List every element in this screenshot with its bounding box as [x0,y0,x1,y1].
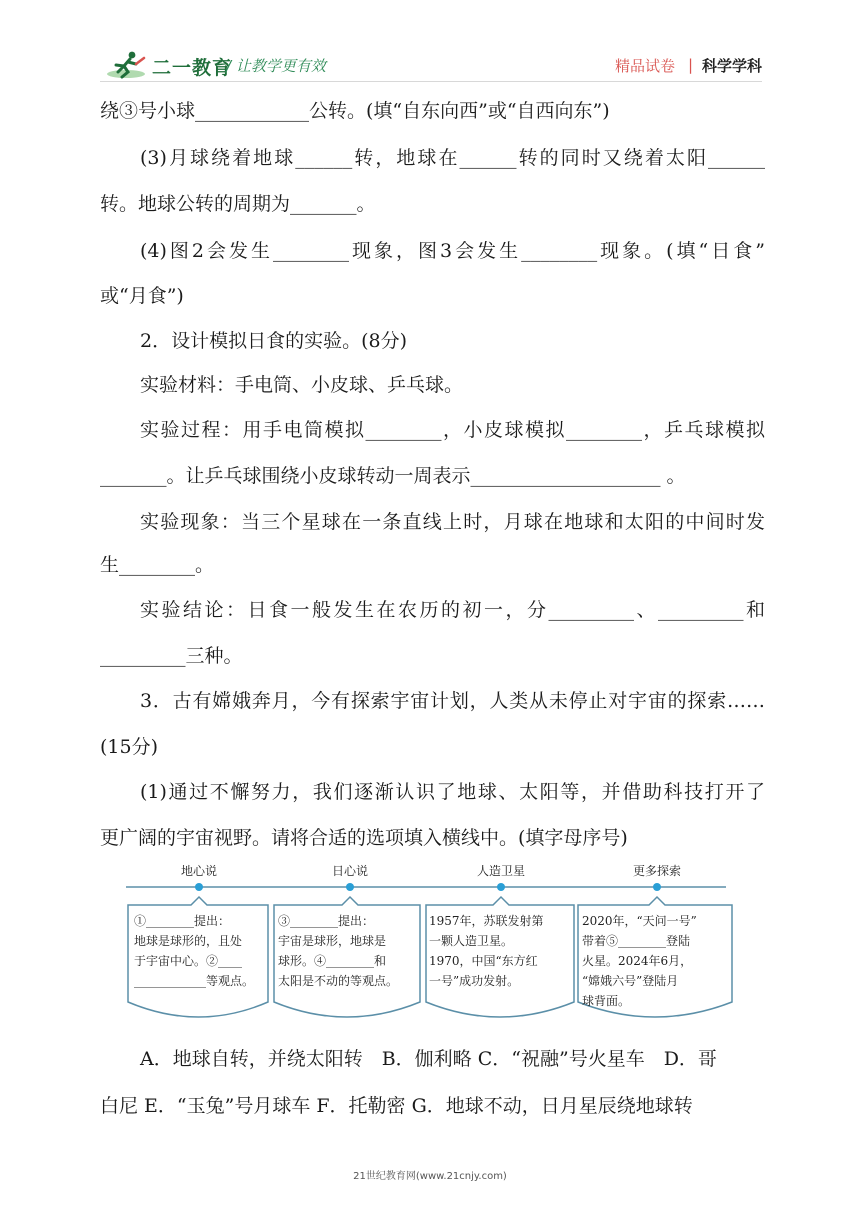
callout-line: ____________等观点。 [134,974,255,988]
page-footer: 21世纪教育网(www.21cnjy.com) [353,1171,507,1182]
callout-line: 球背面。 [582,994,631,1008]
timeline-dot [497,883,505,891]
text-line-materials: 实验材料：手电筒、小皮球、乒乓球。 [140,374,464,396]
question-3-score: (15分) [100,736,159,758]
text-line-2: (3)月球绕着地球______转，地球在______转的同时又绕着太阳______ [140,147,765,169]
space-exploration-timeline [126,857,738,1027]
text-line-q3-2: 更广阔的宇宙视野。请将合适的选项填入横线中。(填字母序号) [100,827,628,849]
callout-line: 地球是球形的，且处 [134,934,243,948]
text-line-process-2: _______。让乒乓球围绕小皮球转动一周表示____________________ 。 [100,465,686,487]
callout-line: 球形。④________和 [278,954,387,968]
callout-line: ①________提出： [134,914,231,928]
text-line-4: (4)图2会发生________现象，图3会发生________现象。(填“日食” [140,240,765,262]
header-separator: | [688,56,694,74]
text-line-3: 转。地球公转的周期为_______。 [100,193,376,215]
timeline-stage-satellites [426,863,574,1017]
brand-name: 二一教育 [152,57,233,79]
answer-options-line-1: A．地球自转，并绕太阳转 B．伽利略 C．“祝融”号火星车 D．哥 [140,1048,717,1070]
text-line-phenomenon: 实验现象：当三个星球在一条直线上时，月球在地球和太阳的中间时发 [140,511,765,533]
question-2-title: 2．设计模拟日食的实验。(8分) [140,330,408,352]
quality-badge: 精品试卷 [615,57,676,75]
callout-line: 于宇宙中心。②____ [134,954,243,968]
callout-line: 一颗人造卫星。 [429,934,514,948]
text-line-process: 实验过程：用手电筒模拟________，小皮球模拟________，乒乓球模拟 [140,419,765,441]
stage-title: 日心说 [331,864,369,878]
timeline-dot [195,883,203,891]
callout-line: 1957年，苏联发射第 [429,914,544,928]
text-line-conclusion-2: _________三种。 [100,645,243,667]
callout-line: 宇宙是球形，地球是 [278,934,387,948]
callout-line: 带着⑤________登陆 [582,934,691,948]
text-line-1: 绕③号小球____________公转。(填“自东向西”或“自西向东”) [100,100,610,122]
stage-title: 地心说 [180,864,218,878]
callout-line: ③________提出： [278,914,375,928]
stage-title: 更多探索 [632,864,682,878]
timeline-stage-more-exploration [578,863,732,1017]
runner-logo-icon [106,50,150,80]
callout-line: 火星。2024年6月， [582,954,693,968]
text-line-conclusion: 实验结论：日食一般发生在农历的初一，分_________、_________和 [140,599,765,621]
timeline-dot [346,883,354,891]
timeline-dot [653,883,661,891]
text-line-phenomenon-2: 生________。 [100,554,215,576]
callout-line: 2020年，“天问一号” [582,914,697,928]
callout-line: 太阳是不动的等观点。 [278,974,399,988]
answer-options-line-2: 白尼 E．“玉兔”号月球车 F．托勒密 G．地球不动，日月星辰绕地球转 [100,1095,693,1117]
callout-line: 一号”成功发射。 [429,974,520,988]
callout-line: “嫦娥六号”登陆月 [582,974,679,988]
header-divider [100,81,762,82]
text-line-q3-1: (1)通过不懈努力，我们逐渐认识了地球、太阳等，并借助科技打开了 [140,781,765,803]
brand-slogan: / 让教学更有效 [226,57,326,75]
timeline-stage-geocentric [128,863,268,1017]
callout-line: 1970，中国“东方红 [429,954,538,968]
text-line-5: 或“月食”) [100,285,184,307]
question-3-title: 3．古有嫦娥奔月，今有探索宇宙计划，人类从未停止对宇宙的探索…… [140,690,765,712]
subject-badge: 科学学科 [702,57,763,75]
page-header [0,0,860,92]
stage-title: 人造卫星 [476,864,526,878]
